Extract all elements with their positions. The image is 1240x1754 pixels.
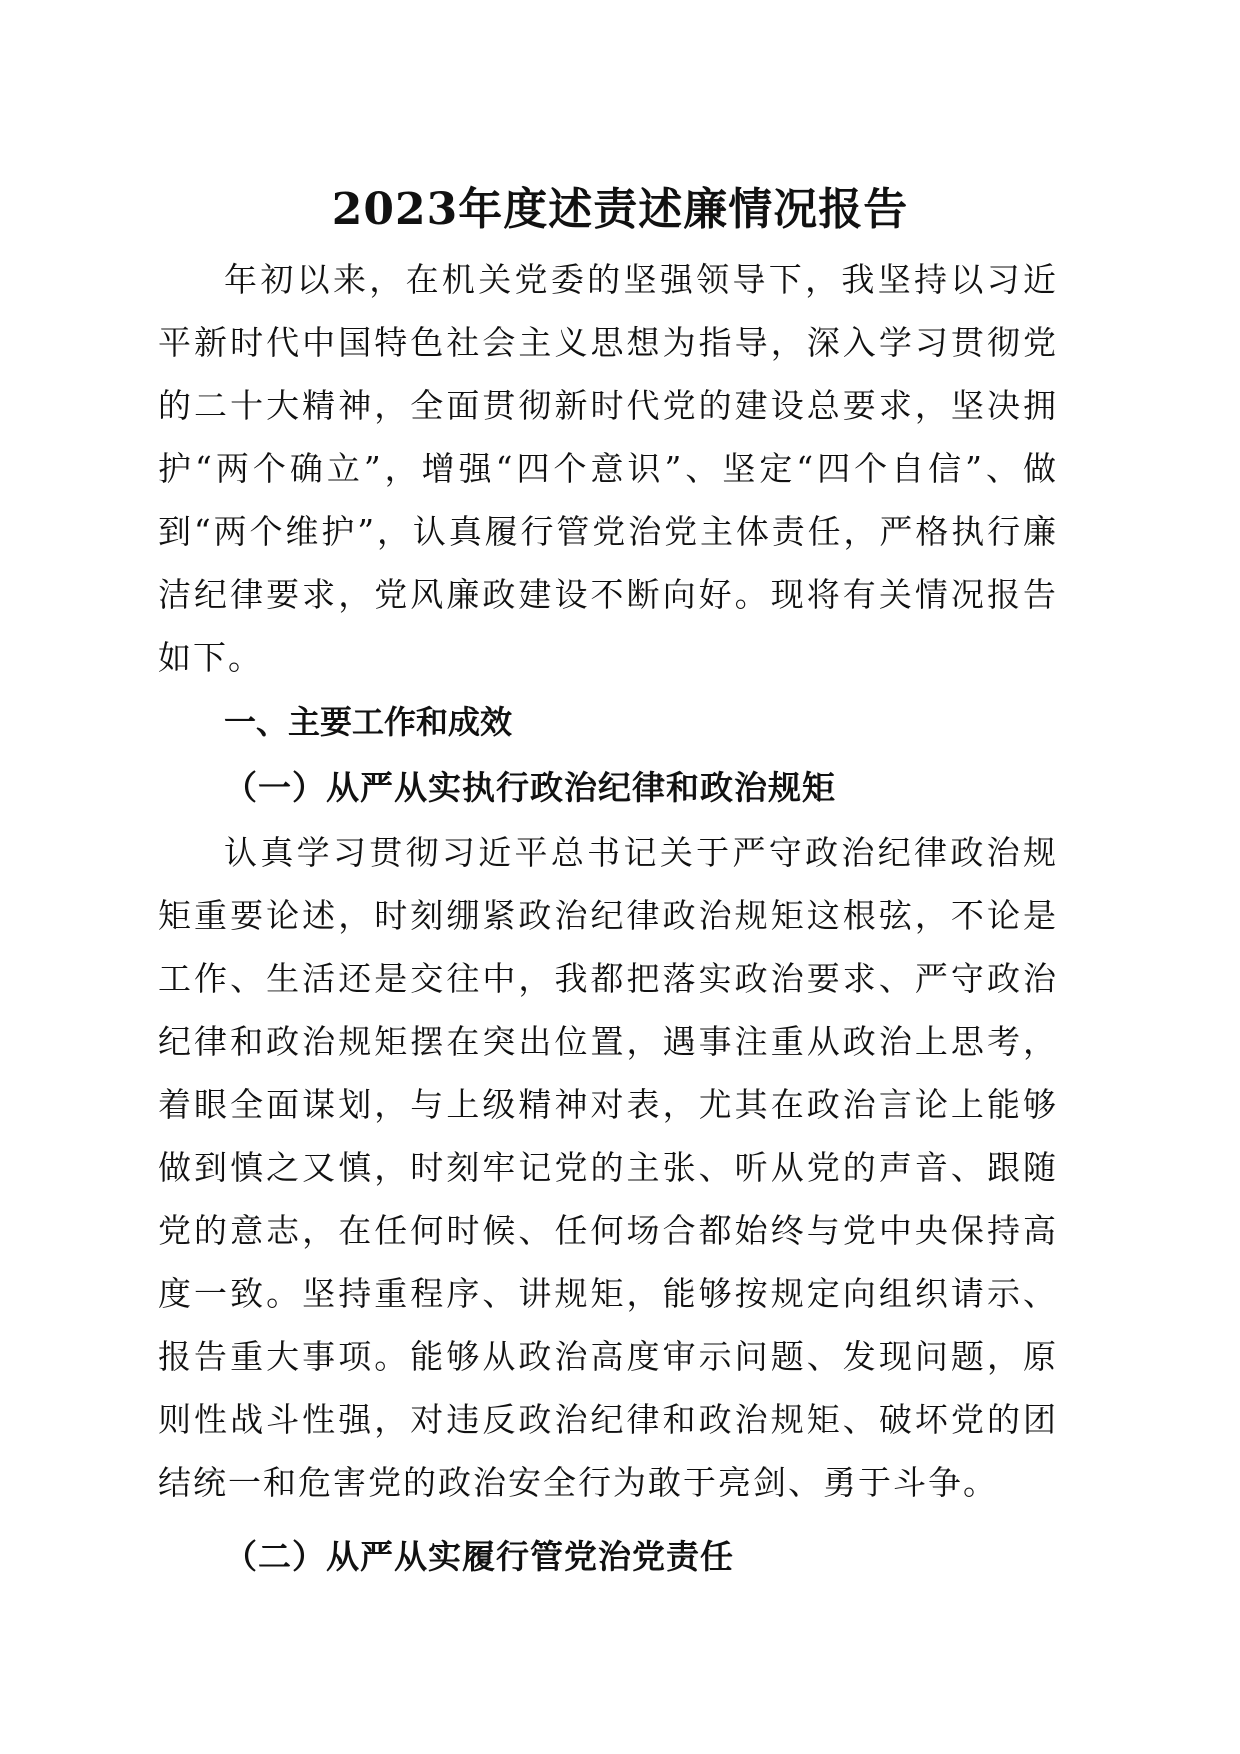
subsection-heading-1: （一）从严从实执行政治纪律和政治规矩	[224, 768, 836, 807]
document-body	[158, 248, 1058, 1590]
subsection-heading-2: （二）从严从实履行管党治党责任	[224, 1537, 734, 1576]
intro-paragraph: 年初以来，在机关党委的坚强领导下，我坚持以习近平新时代中国特色社会主义思想为指导，深入学习贯彻党的二十大精神，全面贯彻新时代党的建设总要求，坚决拥护“两个确立”，增强“四个意识”、坚定“四个自信”、做到“两个维护”，认真履行管党治党主体责任，严格执行廉洁纪律要求，党风廉政建设不断向好。现将有关情况报告如下。	[158, 260, 1058, 677]
document-title: 2023年度述责述廉情况报告	[331, 184, 909, 235]
subsection-1-paragraph: 认真学习贯彻习近平总书记关于严守政治纪律政治规矩重要论述，时刻绷紧政治纪律政治规矩这根弦，不论是工作、生活还是交往中，我都把落实政治要求、严守政治纪律和政治规矩摆在突出位置，遇事注重从政治上思考，着眼全面谋划，与上级精神对表，尤其在政治言论上能够做到慎之又慎，时刻牢记党的主张、听从党的声音、跟随党的意志，在任何时候、任何场合都始终与党中央保持高度一致。坚持重程序、讲规矩，能够按规定向组织请示、报告重大事项。能够从政治高度审示问题、发现问题，原则性战斗性强，对违反政治纪律和政治规矩、破坏党的团结统一和危害党的政治安全行为敢于亮剑、勇于斗争。	[158, 833, 1058, 1502]
section-heading-1: 一、主要工作和成效	[224, 703, 513, 741]
